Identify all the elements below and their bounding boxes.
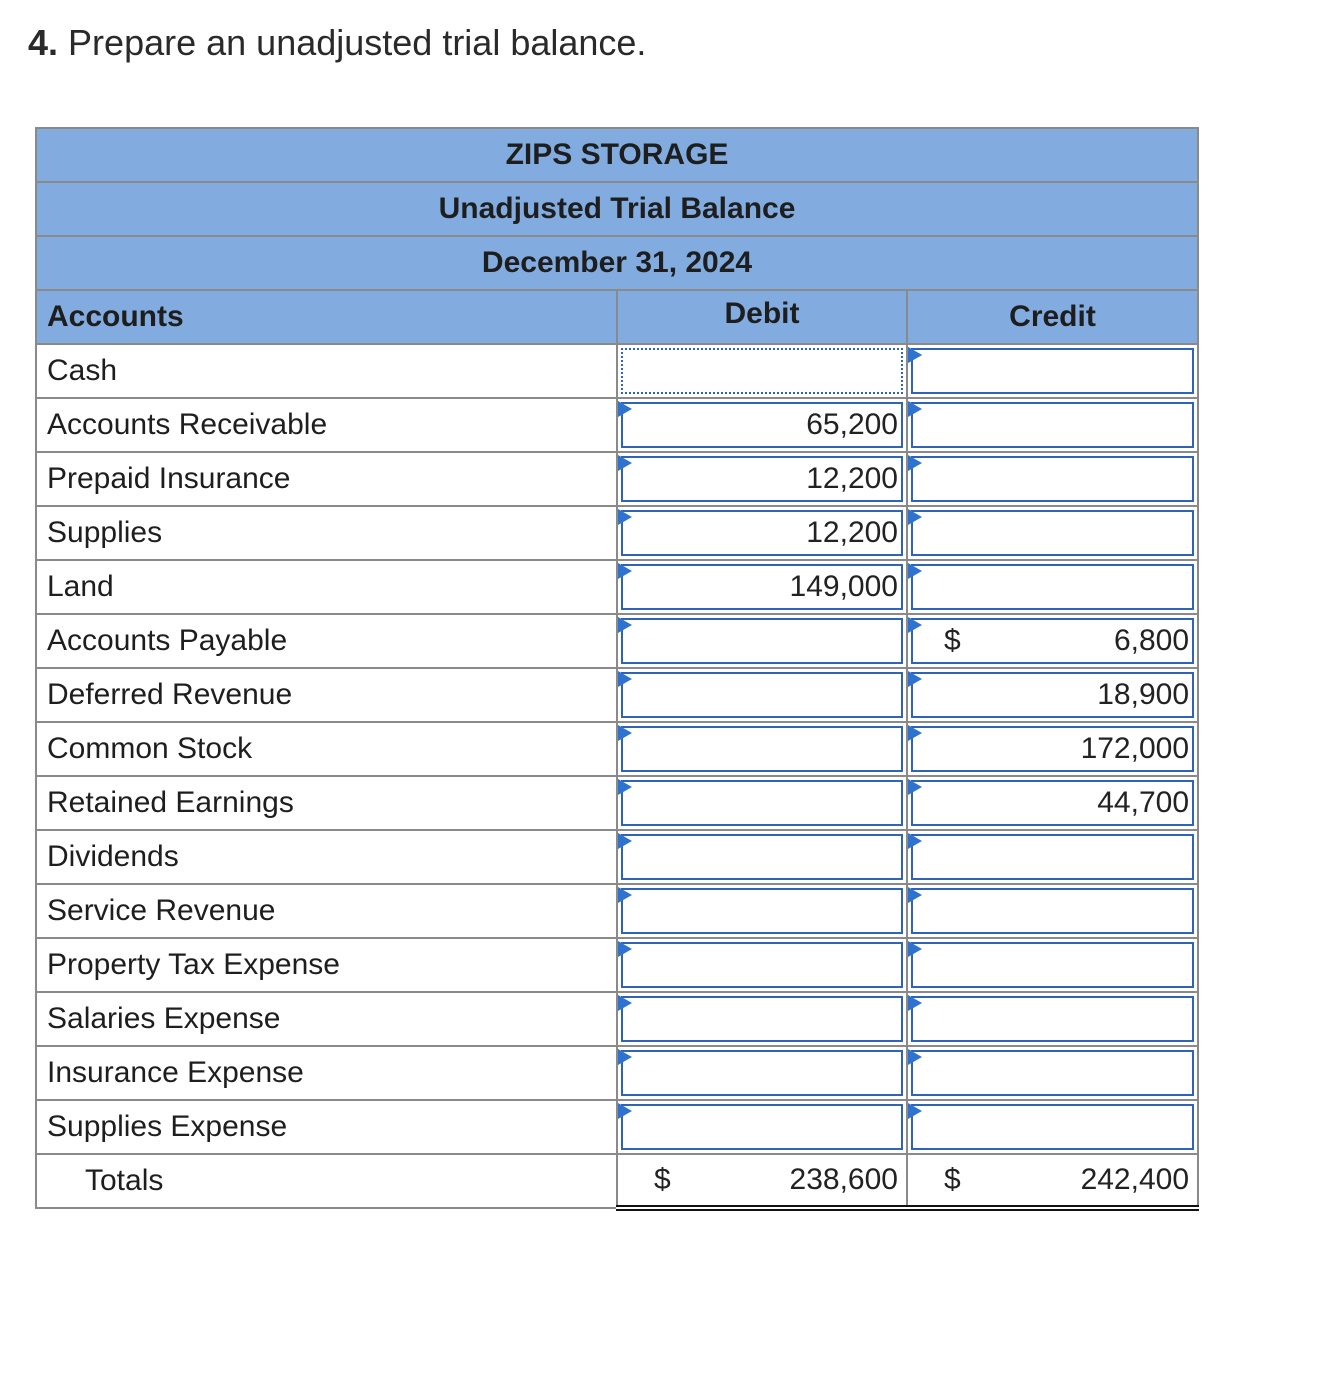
entry-marker-icon [618, 671, 632, 687]
table-row [36, 938, 1198, 992]
entry-marker-icon [908, 617, 922, 633]
credit-input[interactable] [911, 456, 1194, 502]
credit-input[interactable] [911, 942, 1194, 988]
credit-input[interactable] [911, 1050, 1194, 1096]
credit-cell[interactable] [907, 506, 1198, 560]
debit-input[interactable] [621, 672, 903, 718]
table-row [36, 344, 1198, 398]
debit-input[interactable] [621, 1050, 903, 1096]
entry-marker-icon [908, 1103, 922, 1119]
debit-input[interactable] [621, 348, 903, 394]
account-name: Deferred Revenue [36, 668, 617, 722]
debit-cell[interactable] [617, 506, 907, 560]
credit-value: 44,700 [1097, 786, 1190, 819]
debit-cell[interactable] [617, 452, 907, 506]
entry-marker-icon [908, 779, 922, 795]
credit-cell[interactable] [907, 1046, 1198, 1100]
entry-marker-icon [618, 887, 632, 903]
credit-cell[interactable] [907, 830, 1198, 884]
debit-value: 65,200 [806, 408, 898, 441]
debit-input[interactable] [621, 726, 903, 772]
debit-cell[interactable] [617, 398, 907, 452]
entry-marker-icon [908, 509, 922, 525]
table-row [36, 668, 1198, 722]
statement-date: December 31, 2024 [36, 236, 1198, 290]
credit-cell[interactable] [907, 668, 1198, 722]
debit-cell[interactable] [617, 1100, 907, 1154]
entry-marker-icon [618, 941, 632, 957]
table-row [36, 614, 1198, 668]
question-heading [28, 22, 646, 64]
debit-input[interactable] [621, 780, 903, 826]
table-row [36, 992, 1198, 1046]
debit-input[interactable] [621, 834, 903, 880]
question-text: Prepare an unadjusted trial balance. [68, 22, 647, 63]
credit-input[interactable] [911, 402, 1194, 448]
credit-cell[interactable] [907, 452, 1198, 506]
debit-cell[interactable] [617, 614, 907, 668]
accounts-column-header: Accounts [36, 290, 617, 344]
entry-marker-icon [618, 1049, 632, 1065]
debit-column-header [617, 290, 907, 344]
account-name: Retained Earnings [36, 776, 617, 830]
debit-cell[interactable] [617, 344, 907, 398]
debit-value: 12,200 [806, 516, 898, 549]
entry-marker-icon [618, 509, 632, 525]
debit-cell[interactable] [617, 884, 907, 938]
account-name: Salaries Expense [36, 992, 617, 1046]
table-row [36, 506, 1198, 560]
credit-cell[interactable] [907, 884, 1198, 938]
entry-marker-icon [908, 455, 922, 471]
account-name: Insurance Expense [36, 1046, 617, 1100]
credit-cell[interactable] [907, 776, 1198, 830]
credit-total-value: 242,400 [1080, 1163, 1190, 1196]
account-name: Supplies [36, 506, 617, 560]
header-row-statement [36, 182, 1198, 236]
credit-cell[interactable] [907, 938, 1198, 992]
table-row [36, 560, 1198, 614]
debit-cell[interactable] [617, 560, 907, 614]
account-name: Cash [36, 344, 617, 398]
credit-cell[interactable] [907, 1100, 1198, 1154]
entry-marker-icon [908, 671, 922, 687]
debit-input[interactable] [621, 996, 903, 1042]
account-name: Supplies Expense [36, 1100, 617, 1154]
credit-input[interactable] [911, 564, 1194, 610]
credit-cell[interactable] [907, 398, 1198, 452]
credit-input[interactable] [911, 510, 1194, 556]
entry-marker-icon [618, 1103, 632, 1119]
credit-cell[interactable] [907, 560, 1198, 614]
entry-marker-icon [618, 833, 632, 849]
credit-input[interactable] [911, 1104, 1194, 1150]
dollar-sign: $ [944, 624, 961, 657]
account-name: Service Revenue [36, 884, 617, 938]
entry-marker-icon [618, 725, 632, 741]
header-row-company [36, 128, 1198, 182]
table-row [36, 1046, 1198, 1100]
debit-cell[interactable] [617, 722, 907, 776]
table-row [36, 776, 1198, 830]
entry-marker-icon [908, 833, 922, 849]
credit-cell[interactable] [907, 344, 1198, 398]
entry-marker-icon [618, 995, 632, 1011]
debit-input[interactable] [621, 942, 903, 988]
entry-marker-icon [908, 401, 922, 417]
debit-input[interactable] [621, 1104, 903, 1150]
debit-cell[interactable] [617, 1046, 907, 1100]
debit-total-value: 238,600 [789, 1163, 898, 1196]
account-name: Property Tax Expense [36, 938, 617, 992]
debit-cell[interactable] [617, 938, 907, 992]
entry-marker-icon [908, 347, 922, 363]
totals-row [36, 1154, 1198, 1208]
table-row [36, 1100, 1198, 1154]
entry-marker-icon [908, 725, 922, 741]
credit-input[interactable] [911, 888, 1194, 934]
entry-marker-icon [618, 563, 632, 579]
account-name: Accounts Payable [36, 614, 617, 668]
header-row-date [36, 236, 1198, 290]
credit-total-cell [907, 1154, 1198, 1208]
credit-cell[interactable] [907, 992, 1198, 1046]
question-number: 4. [28, 22, 59, 63]
account-name: Prepaid Insurance [36, 452, 617, 506]
debit-input[interactable] [621, 618, 903, 664]
entry-marker-icon [908, 887, 922, 903]
entry-marker-icon [908, 995, 922, 1011]
account-name: Dividends [36, 830, 617, 884]
debit-header-label: Debit [724, 297, 800, 330]
debit-total-cell [617, 1154, 907, 1208]
debit-input[interactable] [621, 888, 903, 934]
dollar-sign: $ [944, 1163, 961, 1196]
statement-title: Unadjusted Trial Balance [36, 182, 1198, 236]
entry-marker-icon [908, 563, 922, 579]
credit-value: 172,000 [1080, 732, 1190, 765]
credit-column-header: Credit [907, 290, 1198, 344]
debit-value: 149,000 [789, 570, 898, 603]
entry-marker-icon [618, 455, 632, 471]
account-name: Common Stock [36, 722, 617, 776]
entry-marker-icon [618, 779, 632, 795]
debit-cell[interactable] [617, 830, 907, 884]
table-row [36, 830, 1198, 884]
totals-label: Totals [36, 1154, 617, 1208]
credit-input[interactable] [911, 996, 1194, 1042]
credit-value: 6,800 [1113, 624, 1190, 657]
table-row [36, 398, 1198, 452]
entry-marker-icon [908, 1049, 922, 1065]
account-name: Accounts Receivable [36, 398, 617, 452]
dollar-sign: $ [654, 1163, 671, 1196]
trial-balance-table [35, 127, 1199, 1211]
table-row [36, 452, 1198, 506]
company-name: ZIPS STORAGE [36, 128, 1198, 182]
entry-marker-icon [908, 941, 922, 957]
credit-value: 18,900 [1097, 678, 1190, 711]
account-name: Land [36, 560, 617, 614]
entry-marker-icon [618, 401, 632, 417]
table-row [36, 722, 1198, 776]
credit-input[interactable] [911, 348, 1194, 394]
column-header-row [36, 290, 1198, 344]
credit-cell[interactable] [907, 614, 1198, 668]
credit-cell[interactable] [907, 722, 1198, 776]
table-row [36, 884, 1198, 938]
entry-marker-icon [618, 617, 632, 633]
credit-input[interactable] [911, 834, 1194, 880]
debit-cell[interactable] [617, 668, 907, 722]
debit-cell[interactable] [617, 992, 907, 1046]
debit-value: 12,200 [806, 462, 898, 495]
debit-cell[interactable] [617, 776, 907, 830]
